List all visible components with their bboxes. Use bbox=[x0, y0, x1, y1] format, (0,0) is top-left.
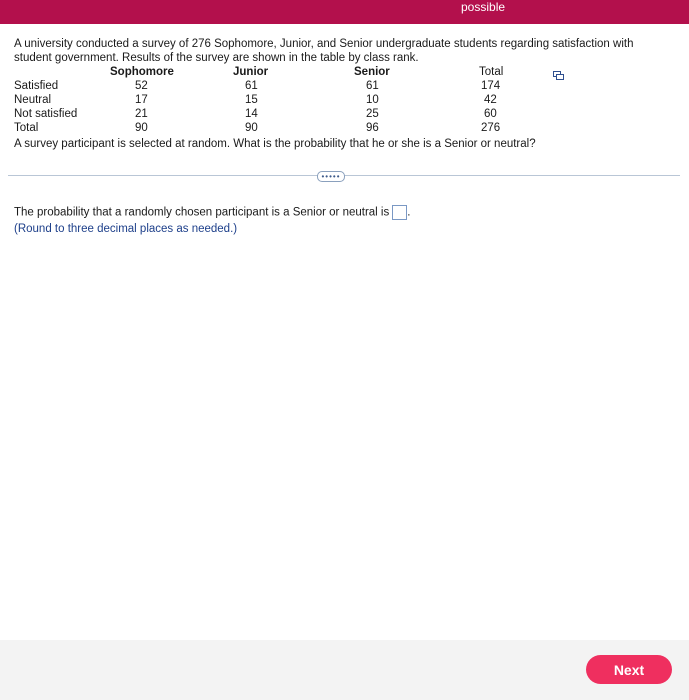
table-cell: 14 bbox=[245, 108, 258, 120]
table-cell: 10 bbox=[366, 94, 379, 106]
table-cell: 15 bbox=[245, 94, 258, 106]
table-cell: 90 bbox=[245, 122, 258, 134]
table-cell: 25 bbox=[366, 108, 379, 120]
table-cell: 90 bbox=[135, 122, 148, 134]
answer-prompt: The probability that a randomly chosen participant is a Senior or neutral is bbox=[14, 206, 390, 219]
table-cell: 42 bbox=[484, 94, 497, 106]
question-text bbox=[14, 37, 654, 65]
row-label: Not satisfied bbox=[14, 108, 78, 120]
copy-table-icon[interactable] bbox=[553, 67, 564, 76]
column-header-sophomore: Sophomore bbox=[110, 66, 174, 78]
row-label: Neutral bbox=[14, 94, 52, 106]
expand-button[interactable]: ••••• bbox=[317, 171, 345, 182]
points-possible-label: possible bbox=[461, 0, 506, 14]
question-intro: A university conducted a survey of 276 Sophomore, Junior, and Senior undergraduate students regarding satisfaction with student government. Results of the survey are shown in the table by class rank. bbox=[14, 38, 634, 64]
next-button[interactable]: Next bbox=[586, 655, 672, 684]
row-label: Satisfied bbox=[14, 80, 59, 92]
column-header-senior: Senior bbox=[354, 66, 390, 78]
answer-input[interactable] bbox=[392, 205, 407, 220]
rounding-hint: (Round to three decimal places as needed.) bbox=[14, 223, 238, 235]
table-cell: 60 bbox=[484, 108, 497, 120]
row-label: Total bbox=[14, 122, 39, 134]
answer-period: . bbox=[407, 206, 411, 219]
column-header-total: Total bbox=[479, 66, 504, 78]
table-cell: 174 bbox=[481, 80, 501, 92]
top-bar bbox=[0, 0, 689, 24]
table-cell: 61 bbox=[245, 80, 258, 92]
answer-line bbox=[14, 205, 410, 220]
table-cell: 21 bbox=[135, 108, 148, 120]
question-ask: A survey participant is selected at random. What is the probability that he or she is a Senior or neutral? bbox=[14, 138, 536, 150]
table-cell: 96 bbox=[366, 122, 379, 134]
table-cell: 52 bbox=[135, 80, 148, 92]
column-header-junior: Junior bbox=[233, 66, 269, 78]
table-cell: 17 bbox=[135, 94, 148, 106]
table-cell: 61 bbox=[366, 80, 379, 92]
table-cell: 276 bbox=[481, 122, 501, 134]
